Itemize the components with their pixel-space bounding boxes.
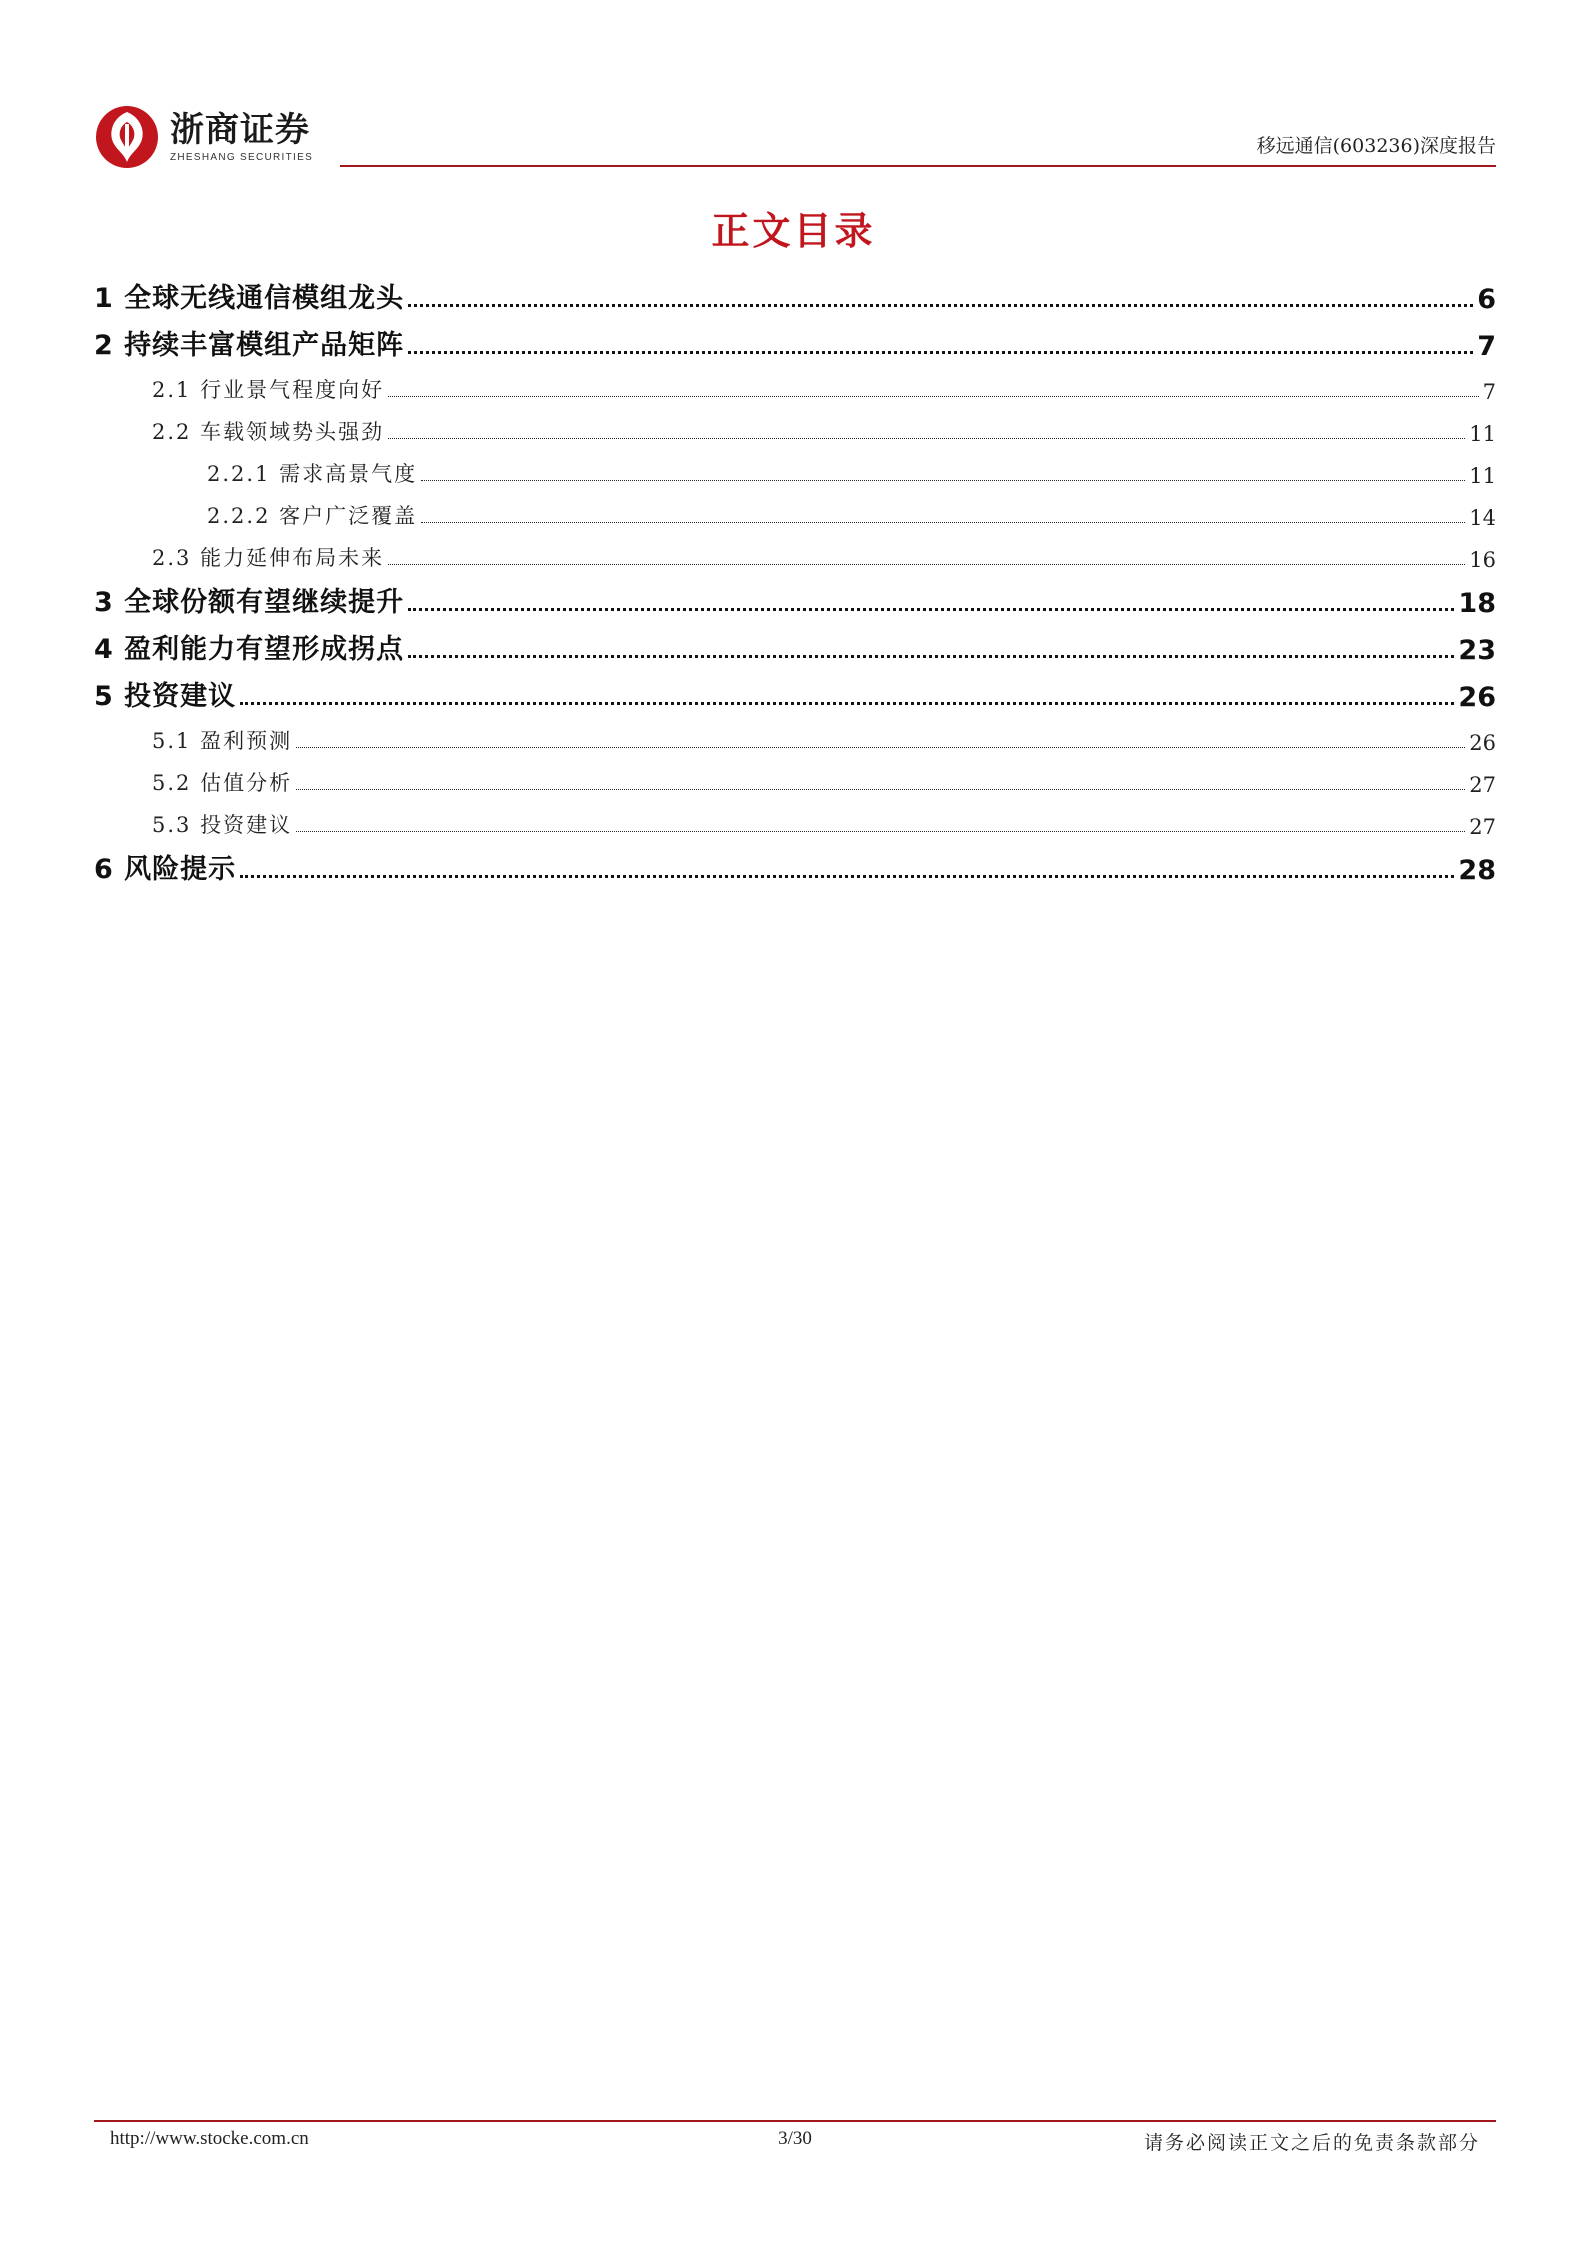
toc-entry-label: 2.2.2 客户广泛覆盖	[207, 504, 418, 528]
logo-english-name: ZHESHANG SECURITIES	[170, 152, 314, 163]
toc-entry-page: 27	[1469, 815, 1496, 839]
toc-entry[interactable]	[94, 404, 1496, 446]
dot-leader	[388, 396, 1479, 397]
toc-entry[interactable]	[94, 755, 1496, 797]
page-header	[94, 95, 1496, 175]
dot-leader	[408, 608, 1454, 611]
toc-entry-page: 7	[1477, 331, 1496, 362]
toc-entry-page: 23	[1458, 635, 1496, 666]
toc-entry-page: 26	[1458, 682, 1496, 713]
dot-leader	[388, 438, 1465, 439]
toc-entry-label: 5.1 盈利预测	[152, 729, 293, 753]
toc-heading: 正文目录	[711, 209, 876, 253]
dot-leader	[296, 831, 1465, 832]
toc-entry-page: 18	[1458, 588, 1496, 619]
dot-leader	[240, 875, 1454, 878]
toc-entry[interactable]	[94, 315, 1496, 362]
dot-leader	[421, 480, 1465, 481]
toc-entry[interactable]	[94, 268, 1496, 315]
toc-entry-page: 6	[1477, 284, 1496, 315]
footer-divider	[94, 2120, 1496, 2122]
dot-leader	[408, 304, 1473, 307]
report-title: 移远通信(603236)深度报告	[1256, 135, 1496, 157]
page-footer	[110, 2128, 1480, 2158]
toc-entry-label: 2.1 行业景气程度向好	[152, 378, 385, 402]
zheshang-logo-icon	[94, 104, 160, 170]
dot-leader	[388, 564, 1465, 565]
toc-entry-page: 27	[1469, 773, 1496, 797]
company-logo	[94, 107, 313, 167]
toc-entry-label: 2.2 车载领域势头强劲	[152, 420, 385, 444]
dot-leader	[296, 747, 1465, 748]
website-link[interactable]: http://www.stocke.com.cn	[110, 2128, 309, 2149]
toc-entry[interactable]	[94, 572, 1496, 619]
toc-entry-page: 11	[1469, 422, 1496, 446]
dot-leader	[408, 655, 1454, 658]
toc-entry-label: 6 风险提示	[94, 854, 237, 885]
toc-entry-label: 1 全球无线通信模组龙头	[94, 283, 405, 314]
toc-entry-page: 11	[1469, 464, 1496, 488]
logo-chinese-name: 浙商证券	[170, 110, 310, 150]
dot-leader	[421, 522, 1465, 523]
toc-entry-label: 5 投资建议	[94, 681, 237, 712]
toc-entry-page: 14	[1469, 506, 1496, 530]
disclaimer-text: 请务必阅读正文之后的免责条款部分	[1143, 2132, 1480, 2154]
table-of-contents	[94, 268, 1496, 886]
toc-entry[interactable]	[94, 362, 1496, 404]
toc-entry[interactable]	[94, 619, 1496, 666]
toc-entry-page: 28	[1458, 855, 1496, 886]
toc-entry[interactable]	[94, 446, 1496, 488]
toc-entry-label: 3 全球份额有望继续提升	[94, 587, 405, 618]
toc-entry[interactable]	[94, 797, 1496, 839]
toc-entry[interactable]	[94, 666, 1496, 713]
toc-entry-page: 26	[1469, 731, 1496, 755]
header-divider	[340, 165, 1496, 167]
toc-entry[interactable]	[94, 713, 1496, 755]
toc-entry-page: 16	[1469, 548, 1496, 572]
toc-entry[interactable]	[94, 839, 1496, 886]
toc-entry[interactable]	[94, 488, 1496, 530]
toc-entry-label: 2.3 能力延伸布局未来	[152, 546, 385, 570]
toc-entry-label: 2.2.1 需求高景气度	[207, 462, 418, 486]
toc-entry-label: 4 盈利能力有望形成拐点	[94, 634, 405, 665]
toc-entry[interactable]	[94, 530, 1496, 572]
dot-leader	[240, 702, 1454, 705]
toc-entry-page: 7	[1482, 380, 1496, 404]
toc-entry-label: 2 持续丰富模组产品矩阵	[94, 330, 405, 361]
toc-entry-label: 5.2 估值分析	[152, 771, 293, 795]
toc-entry-label: 5.3 投资建议	[152, 813, 293, 837]
page-number: 3/30	[778, 2128, 812, 2149]
dot-leader	[296, 789, 1465, 790]
dot-leader	[408, 351, 1473, 354]
